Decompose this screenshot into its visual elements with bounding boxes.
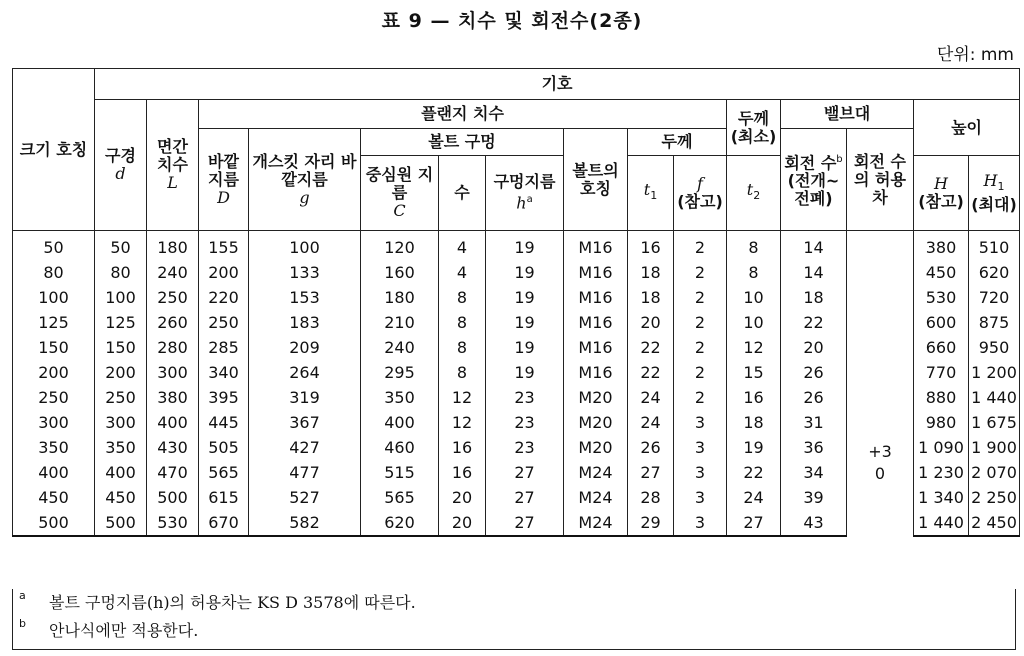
table-cell: 22 [628,360,674,385]
table-cell: 31 [781,410,847,435]
table-cell: 8 [439,335,486,360]
header-f: f (참고) [674,156,727,231]
table-cell: 24 [727,485,781,510]
table-cell: 400 [147,410,199,435]
table-cell: 160 [361,260,439,285]
table-cell: 530 [147,510,199,536]
table-cell: 8 [439,285,486,310]
table-cell: 50 [95,231,147,261]
table-cell: 280 [147,335,199,360]
table-cell: 34 [781,460,847,485]
table-cell: 27 [486,510,564,536]
table-cell: 470 [147,460,199,485]
header-thickness-min: 두께 (최소) [727,100,781,156]
header-bore: 구경 d [95,100,147,231]
header-height: 높이 [914,100,1020,156]
table-cell: 19 [486,360,564,385]
table-row [13,231,1020,261]
table-cell: 180 [361,285,439,310]
table-cell: 16 [628,231,674,261]
table-cell: 300 [13,410,95,435]
table-cell: 395 [199,385,249,410]
table-cell: M20 [564,410,628,435]
table-cell: 530 [914,285,969,310]
table-cell: 12 [439,410,486,435]
table-cell: 450 [13,485,95,510]
table-cell: 660 [914,335,969,360]
table-cell: 445 [199,410,249,435]
table-cell: 26 [628,435,674,460]
table-cell: 16 [727,385,781,410]
table-cell: 880 [914,385,969,410]
table-title: 표 9 — 치수 및 회전수(2종) [381,10,643,32]
table-cell: 720 [969,285,1020,310]
table-cell: 80 [95,260,147,285]
table-cell: 2 [674,360,727,385]
header-pitch-circle: 중심원 지름 C [361,156,439,231]
table-cell: 200 [13,360,95,385]
header-H1: $H_1$ (최대) [969,156,1020,231]
table-cell: 582 [249,510,361,536]
table-cell: 14 [781,231,847,261]
header-hole-dia: 구멍지름 $h^a$ [486,156,564,231]
table-cell: 100 [95,285,147,310]
table-cell: 14 [781,260,847,285]
table-cell: 460 [361,435,439,460]
table-cell: M24 [564,485,628,510]
table-cell: 155 [199,231,249,261]
table-cell: 565 [361,485,439,510]
table-cell: 3 [674,460,727,485]
table-cell: 2 [674,385,727,410]
table-cell: 150 [13,335,95,360]
table-cell: 19 [486,231,564,261]
table-cell: 18 [628,285,674,310]
table-cell: 380 [914,231,969,261]
header-symbol: 기호 [95,69,1020,100]
table-cell: M16 [564,231,628,261]
table-cell: 875 [969,310,1020,335]
table-cell: 2 250 [969,485,1020,510]
table-cell: 300 [147,360,199,385]
table-cell: 27 [628,460,674,485]
table-cell: 36 [781,435,847,460]
table-cell: 615 [199,485,249,510]
table-cell: M20 [564,385,628,410]
header-H: H (참고) [914,156,969,231]
table-cell: 430 [147,435,199,460]
header-nominal-size: 크기 호칭 [13,69,95,231]
table-cell: 319 [249,385,361,410]
header-t1: $t_1$ [628,156,674,231]
table-cell: 340 [199,360,249,385]
header-valve-disc: 밸브대 [781,100,914,129]
header-outer-dia: 바깥 지름 D [199,129,249,231]
table-cell: 209 [249,335,361,360]
table-cell: 12 [727,335,781,360]
table-cell: M16 [564,360,628,385]
header-face-to-face: 면간 치수 L [147,100,199,231]
turns-tolerance-cell: +3 0 [847,231,914,537]
table-cell: M24 [564,460,628,485]
table-cell: 3 [674,510,727,536]
table-cell: 510 [969,231,1020,261]
table-cell: 80 [13,260,95,285]
table-cell: 50 [13,231,95,261]
table-cell: 18 [781,285,847,310]
table-cell: 770 [914,360,969,385]
table-cell: 427 [249,435,361,460]
table-cell: 20 [781,335,847,360]
table-cell: 4 [439,231,486,261]
header-bolt-size: 볼트의 호칭 [564,129,628,231]
table-cell: 3 [674,485,727,510]
header-gasket: 개스킷 자리 바깥지름 g [249,129,361,231]
table-cell: 27 [486,460,564,485]
table-cell: 19 [486,285,564,310]
table-cell: 2 [674,285,727,310]
table-cell: 26 [781,385,847,410]
table-cell: 19 [727,435,781,460]
table-cell: 43 [781,510,847,536]
table-cell: 23 [486,435,564,460]
table-cell: 20 [439,485,486,510]
table-cell: 210 [361,310,439,335]
table-cell: 600 [914,310,969,335]
table-cell: 670 [199,510,249,536]
table-cell: 23 [486,410,564,435]
table-cell: 2 [674,310,727,335]
table-cell: 367 [249,410,361,435]
table-cell: 22 [781,310,847,335]
table-cell: 250 [147,285,199,310]
unit-label: 단위: mm [936,45,1014,65]
table-cell: 250 [199,310,249,335]
table-cell: 200 [199,260,249,285]
table-cell: 515 [361,460,439,485]
table-cell: M16 [564,335,628,360]
table-cell: 505 [199,435,249,460]
table-cell: 15 [727,360,781,385]
table-cell: 2 [674,335,727,360]
table-cell: 1 440 [969,385,1020,410]
table-cell: 1 340 [914,485,969,510]
table-cell: 29 [628,510,674,536]
table-cell: 200 [95,360,147,385]
table-cell: 183 [249,310,361,335]
table-cell: 8 [727,231,781,261]
table-cell: 350 [361,385,439,410]
header-bolt-hole: 볼트 구멍 [361,129,564,156]
table-cell: 300 [95,410,147,435]
table-cell: 285 [199,335,249,360]
table-cell: 10 [727,310,781,335]
table-cell: 980 [914,410,969,435]
header-turns: 회전 수$^b$ (전개~전폐) [781,129,847,231]
table-cell: M16 [564,285,628,310]
table-cell: 2 070 [969,460,1020,485]
table-body [13,231,1020,537]
table-cell: 527 [249,485,361,510]
table-cell: 12 [439,385,486,410]
table-cell: 2 [674,231,727,261]
dimension-table [12,68,1020,537]
table-cell: 28 [628,485,674,510]
table-cell: 620 [969,260,1020,285]
table-cell: M16 [564,310,628,335]
table-cell: 100 [249,231,361,261]
table-cell: 500 [13,510,95,536]
table-cell: 260 [147,310,199,335]
table-cell: 450 [914,260,969,285]
table-cell: 125 [95,310,147,335]
table-cell: 120 [361,231,439,261]
table-cell: M24 [564,510,628,536]
header-thickness: 두께 [628,129,727,156]
table-cell: 24 [628,385,674,410]
table-cell: 10 [727,285,781,310]
table-cell: 16 [439,435,486,460]
table-cell: 500 [95,510,147,536]
table-cell: 24 [628,410,674,435]
table-cell: 16 [439,460,486,485]
table-cell: 18 [727,410,781,435]
table-cell: 153 [249,285,361,310]
table-cell: 1 200 [969,360,1020,385]
table-cell: 220 [199,285,249,310]
table-cell: 500 [147,485,199,510]
header-flange-dims: 플랜지 치수 [199,100,727,129]
table-cell: 133 [249,260,361,285]
table-cell: M16 [564,260,628,285]
table-cell: 27 [486,485,564,510]
table-cell: 950 [969,335,1020,360]
table-cell: 22 [628,335,674,360]
table-cell: 100 [13,285,95,310]
table-cell: 240 [147,260,199,285]
table-cell: 350 [13,435,95,460]
header-t2: $t_2$ [727,156,781,231]
table-cell: 3 [674,435,727,460]
table-cell: 8 [727,260,781,285]
table-cell: 2 [674,260,727,285]
table-cell: 26 [781,360,847,385]
table-cell: 125 [13,310,95,335]
table-cell: 19 [486,260,564,285]
table-cell: 8 [439,360,486,385]
table-cell: 39 [781,485,847,510]
table-cell: 20 [628,310,674,335]
table-cell: 2 450 [969,510,1020,536]
footnote-b: b 안나식에만 적용한다. [19,617,199,640]
table-cell: 27 [727,510,781,536]
header-turns-tolerance: 회전 수의 허용차 [847,129,914,231]
table-cell: 350 [95,435,147,460]
table-cell: 18 [628,260,674,285]
table-cell: 1 900 [969,435,1020,460]
table-cell: 23 [486,385,564,410]
table-cell: 250 [13,385,95,410]
table-cell: 19 [486,310,564,335]
table-cell: 22 [727,460,781,485]
footnote-a: a 볼트 구멍지름(h)의 허용차는 KS D 3578에 따른다. [19,589,416,612]
table-cell: 450 [95,485,147,510]
table-cell: 264 [249,360,361,385]
table-cell: 1 090 [914,435,969,460]
table-cell: 240 [361,335,439,360]
table-cell: 380 [147,385,199,410]
table-cell: 565 [199,460,249,485]
table-cell: 1 675 [969,410,1020,435]
table-cell: 150 [95,335,147,360]
table-cell: M20 [564,435,628,460]
table-cell: 3 [674,410,727,435]
table-cell: 400 [361,410,439,435]
table-cell: 1 440 [914,510,969,536]
table-cell: 1 230 [914,460,969,485]
table-cell: 250 [95,385,147,410]
table-cell: 8 [439,310,486,335]
table-cell: 180 [147,231,199,261]
table-cell: 477 [249,460,361,485]
footnotes [12,589,1016,650]
table-cell: 295 [361,360,439,385]
table-cell: 4 [439,260,486,285]
header-count: 수 [439,156,486,231]
table-cell: 19 [486,335,564,360]
table-cell: 400 [95,460,147,485]
table-cell: 20 [439,510,486,536]
table-cell: 620 [361,510,439,536]
table-cell: 400 [13,460,95,485]
